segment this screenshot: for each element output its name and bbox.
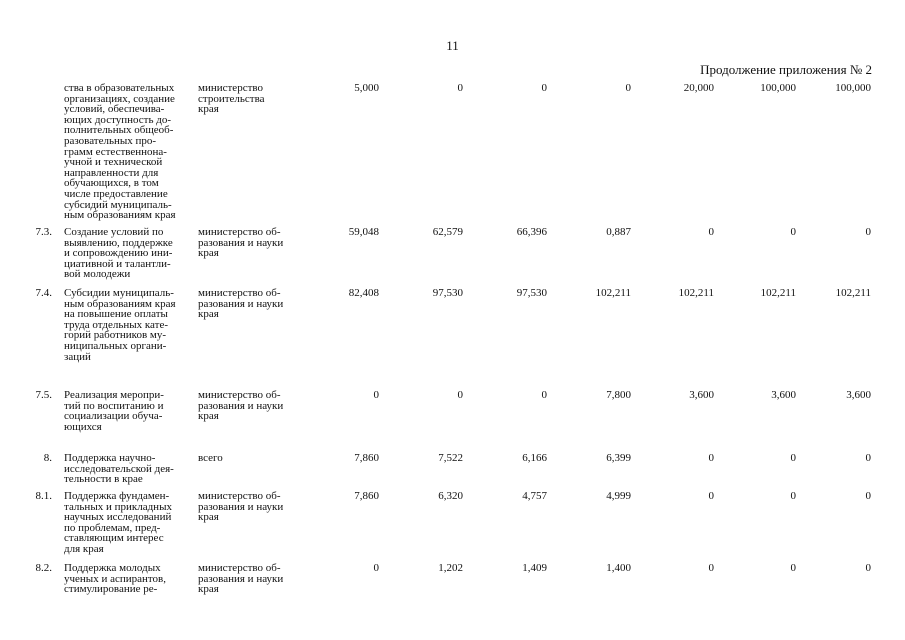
value-cell: 0 [625,82,631,94]
page-number: 11 [446,38,459,53]
value-cell: 7,860 [354,452,379,464]
name-line: горий работников му- [64,329,167,342]
value-cell: 7,522 [438,452,463,464]
value-cell: 66,396 [516,226,547,238]
row-executor [198,563,298,595]
value-cell: 0 [865,226,871,238]
row-name [64,491,192,555]
row-executor [198,83,298,115]
name-line: циативной и талантли- [64,257,171,270]
row-name [64,390,192,432]
executor-line: края [198,410,219,423]
value-cell: 100,000 [835,82,871,94]
row-name [64,227,192,280]
row-name [64,83,192,221]
executor-line: министерство об- [198,490,281,502]
value-cell: 0 [708,490,714,502]
row-executor [198,390,298,422]
row-executor [198,227,298,259]
executor-line: края [198,511,219,524]
name-line: субсидий муниципаль- [64,198,172,211]
executor-line: всего [198,452,223,464]
value-cell: 102,211 [595,287,631,299]
name-line: ставляющим интерес [64,532,164,545]
name-line: разовательных про- [64,134,157,147]
value-cell: 0 [708,562,714,574]
name-line: заций [64,350,91,363]
row-name [64,453,192,485]
continuation-caption: Продолжение приложения № 2 [700,62,872,77]
name-line: организациях, создание [64,92,175,105]
name-line: ющихся [64,420,102,433]
name-line: ства в образовательных [64,82,175,94]
name-line: Субсидии муниципаль- [64,287,174,299]
executor-line: министерство об- [198,389,281,401]
value-cell: 0 [708,452,714,464]
value-cell: 0 [541,82,547,94]
row-executor [198,491,298,523]
value-cell: 62,579 [432,226,463,238]
value-cell: 102,211 [835,287,871,299]
name-line: выявлению, поддержке [64,236,173,249]
value-cell: 3,600 [689,389,714,401]
value-cell: 0 [790,452,796,464]
value-cell: 3,600 [771,389,796,401]
name-line: обучающихся, в том [64,177,159,190]
name-line: вой молодежи [64,268,131,281]
name-line: исследовательской дея- [64,462,174,475]
name-line: тий по воспитанию и [64,399,164,412]
row-number: 7.3. [35,226,52,238]
value-cell: 1,202 [438,562,463,574]
name-line: направленности для [64,166,159,179]
name-line: полнительных общеоб- [64,124,174,137]
value-cell: 1,409 [522,562,547,574]
executor-line: строительства [198,92,265,105]
executor-line: края [198,308,219,321]
value-cell: 0 [790,226,796,238]
name-line: по проблемам, пред- [64,521,161,534]
name-line: Поддержка научно- [64,452,156,464]
value-cell: 0 [457,389,463,401]
name-line: тальных и прикладных [64,500,172,513]
value-cell: 0 [790,562,796,574]
name-line: труда отдельных кате- [64,318,168,331]
value-cell: 59,048 [348,226,379,238]
name-line: ющих доступность до- [64,113,172,126]
value-cell: 102,211 [760,287,796,299]
value-cell: 7,860 [354,490,379,502]
row-number: 7.4. [35,287,52,299]
name-line: ученых и аспирантов, [64,572,166,585]
value-cell: 0 [373,389,379,401]
row-executor [198,453,298,464]
name-line: условий, обеспечива- [64,103,165,116]
name-line: тельности в крае [64,473,143,486]
value-cell: 102,211 [678,287,714,299]
value-cell: 0 [541,389,547,401]
name-line: Поддержка фундамен- [64,490,170,502]
name-line: ниципальных органи- [64,339,167,352]
value-cell: 0 [790,490,796,502]
name-line: учной и технической [64,156,163,169]
name-line: на повышение оплаты [64,308,168,321]
executor-line: разования и науки [198,297,284,310]
value-cell: 0 [865,452,871,464]
executor-line: министерство об- [198,562,281,574]
row-name [64,288,192,362]
executor-line: разования и науки [198,572,284,585]
value-cell: 4,757 [522,490,547,502]
name-line: ным образованиям края [64,209,176,222]
value-cell: 20,000 [683,82,714,94]
executor-line: министерство об- [198,287,281,299]
value-cell: 0 [865,562,871,574]
value-cell: 4,999 [606,490,631,502]
value-cell: 0 [865,490,871,502]
executor-line: разования и науки [198,236,284,249]
value-cell: 0 [708,226,714,238]
value-cell: 1,400 [606,562,631,574]
value-cell: 6,399 [606,452,631,464]
value-cell: 97,530 [432,287,463,299]
value-cell: 5,000 [354,82,379,94]
executor-line: края [198,583,219,596]
row-executor [198,288,298,320]
name-line: грамм естественнона- [64,145,167,158]
executor-line: разования и науки [198,500,284,513]
name-line: для края [64,542,104,555]
value-cell: 7,800 [606,389,631,401]
name-line: стимулирование ре- [64,583,158,596]
name-line: научных исследований [64,511,172,524]
name-line: числе предоставление [64,187,168,200]
row-number: 8.1. [35,490,52,502]
name-line: Поддержка молодых [64,562,161,574]
name-line: социализации обуча- [64,410,163,423]
value-cell: 3,600 [846,389,871,401]
name-line: и сопровождению ини- [64,247,173,260]
name-line: Реализация меропри- [64,389,164,401]
value-cell: 6,320 [438,490,463,502]
row-name [64,563,192,595]
row-number: 8.2. [35,562,52,574]
value-cell: 97,530 [516,287,547,299]
row-number: 7.5. [35,389,52,401]
executor-line: министерство об- [198,226,281,238]
value-cell: 6,166 [522,452,547,464]
name-line: Создание условий по [64,226,164,238]
value-cell: 0,887 [606,226,631,238]
name-line: ным образованиям края [64,297,176,310]
value-cell: 100,000 [760,82,796,94]
value-cell: 82,408 [348,287,379,299]
executor-line: края [198,247,219,260]
row-number: 8. [43,452,52,464]
executor-line: разования и науки [198,399,284,412]
executor-line: министерство [198,82,264,94]
value-cell: 0 [457,82,463,94]
executor-line: края [198,103,219,116]
value-cell: 0 [373,562,379,574]
